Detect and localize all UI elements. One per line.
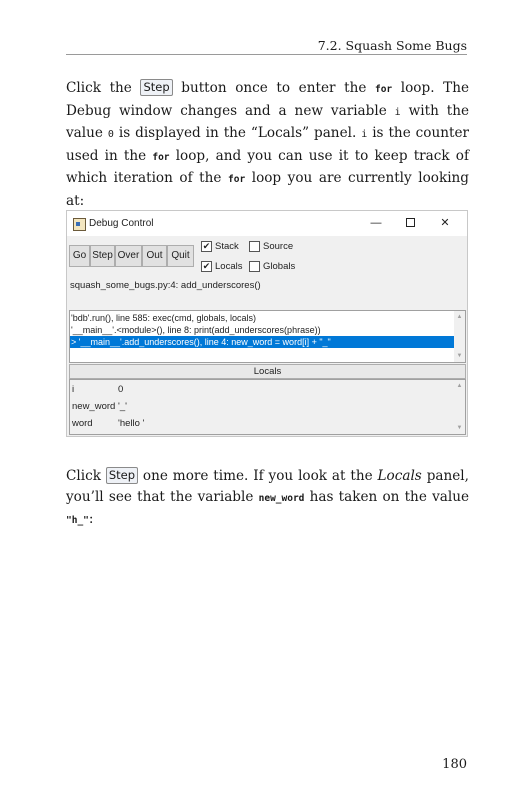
minimize-icon[interactable]: — [370,217,382,229]
close-icon[interactable]: ✕ [440,217,450,229]
text: : [88,511,94,527]
text: loop. The Debug window changes and a new variable [66,80,469,119]
local-name: word [72,418,93,429]
stack-line[interactable]: '__main__'.<module>(), line 8: print(add_underscores(phrase)) [71,325,321,335]
text: loop, and you can use it to keep track of which iteration of the [66,147,469,186]
code-i: i [361,129,368,140]
page-number: 180 [442,757,467,772]
text: with the value [66,102,469,141]
text: button once to enter the [172,80,375,96]
paragraph-2 [66,466,469,532]
text: Click [66,468,106,484]
globals-checkbox[interactable] [249,261,260,272]
step-button[interactable]: Step [90,245,115,267]
local-name: new_word [72,401,116,412]
code-for: for [152,151,170,163]
stack-label: Stack [215,241,239,252]
stack-scrollbar[interactable] [454,311,465,362]
text: has taken on the value [304,488,469,505]
text: panel, you’ll see that the variable [66,468,469,505]
text: is displayed in the “Locals” panel. [113,125,362,141]
globals-label: Globals [263,261,296,272]
scroll-up-icon[interactable]: ▲ [456,314,463,320]
over-button[interactable]: Over [115,245,142,267]
stack-checkbox[interactable]: ✔ [202,241,211,251]
app-icon [73,218,86,231]
step-key: Step [140,79,172,96]
maximize-icon[interactable] [396,215,424,231]
running-header [66,38,467,55]
out-button[interactable]: Out [142,245,167,267]
scroll-down-icon[interactable]: ▼ [456,425,463,431]
debug-control-window [66,210,468,437]
code-for: for [374,84,393,95]
quit-button[interactable]: Quit [167,245,194,267]
title-bar[interactable] [67,211,467,236]
locals-scrollbar[interactable] [454,380,465,434]
window-title: Debug Control [89,218,154,229]
go-button[interactable]: Go [69,245,90,267]
scroll-down-icon[interactable]: ▼ [456,353,463,359]
locals-panel [69,379,466,435]
stack-panel [69,310,466,363]
local-value: 'hello ' [118,418,145,429]
paragraph-1 [66,78,469,211]
section-title: 7.2. Squash Some Bugs [317,38,467,53]
text: loop you are currently looking at: [66,170,470,209]
scroll-up-icon[interactable]: ▲ [456,383,463,389]
code-i: i [394,106,401,118]
locals-emphasis: Locals [377,468,422,484]
stack-line-selected[interactable]: > '__main__'.add_underscores(), line 4: new_word = word[i] + "_" [70,336,454,348]
stack-line[interactable]: 'bdb'.run(), line 585: exec(cmd, globals, locals) [71,313,257,323]
code-value: "h_" [66,515,89,526]
step-key: Step [106,467,138,484]
local-value: '_' [118,401,127,412]
locals-header: Locals [69,364,466,379]
local-value: 0 [118,384,124,395]
code-for: for [228,174,246,185]
status-line: squash_some_bugs.py:4: add_underscores() [70,280,261,291]
local-name: i [72,384,75,395]
text: Click the [66,80,141,96]
source-label: Source [263,241,294,252]
locals-checkbox[interactable]: ✔ [202,261,211,271]
text: is the counter used in the [66,125,469,164]
locals-label: Locals [215,261,243,272]
code-zero: 0 [107,129,114,140]
code-new-word: new_word [258,492,305,504]
text: one more time. If you look at the [138,468,378,484]
source-checkbox[interactable] [249,241,260,252]
